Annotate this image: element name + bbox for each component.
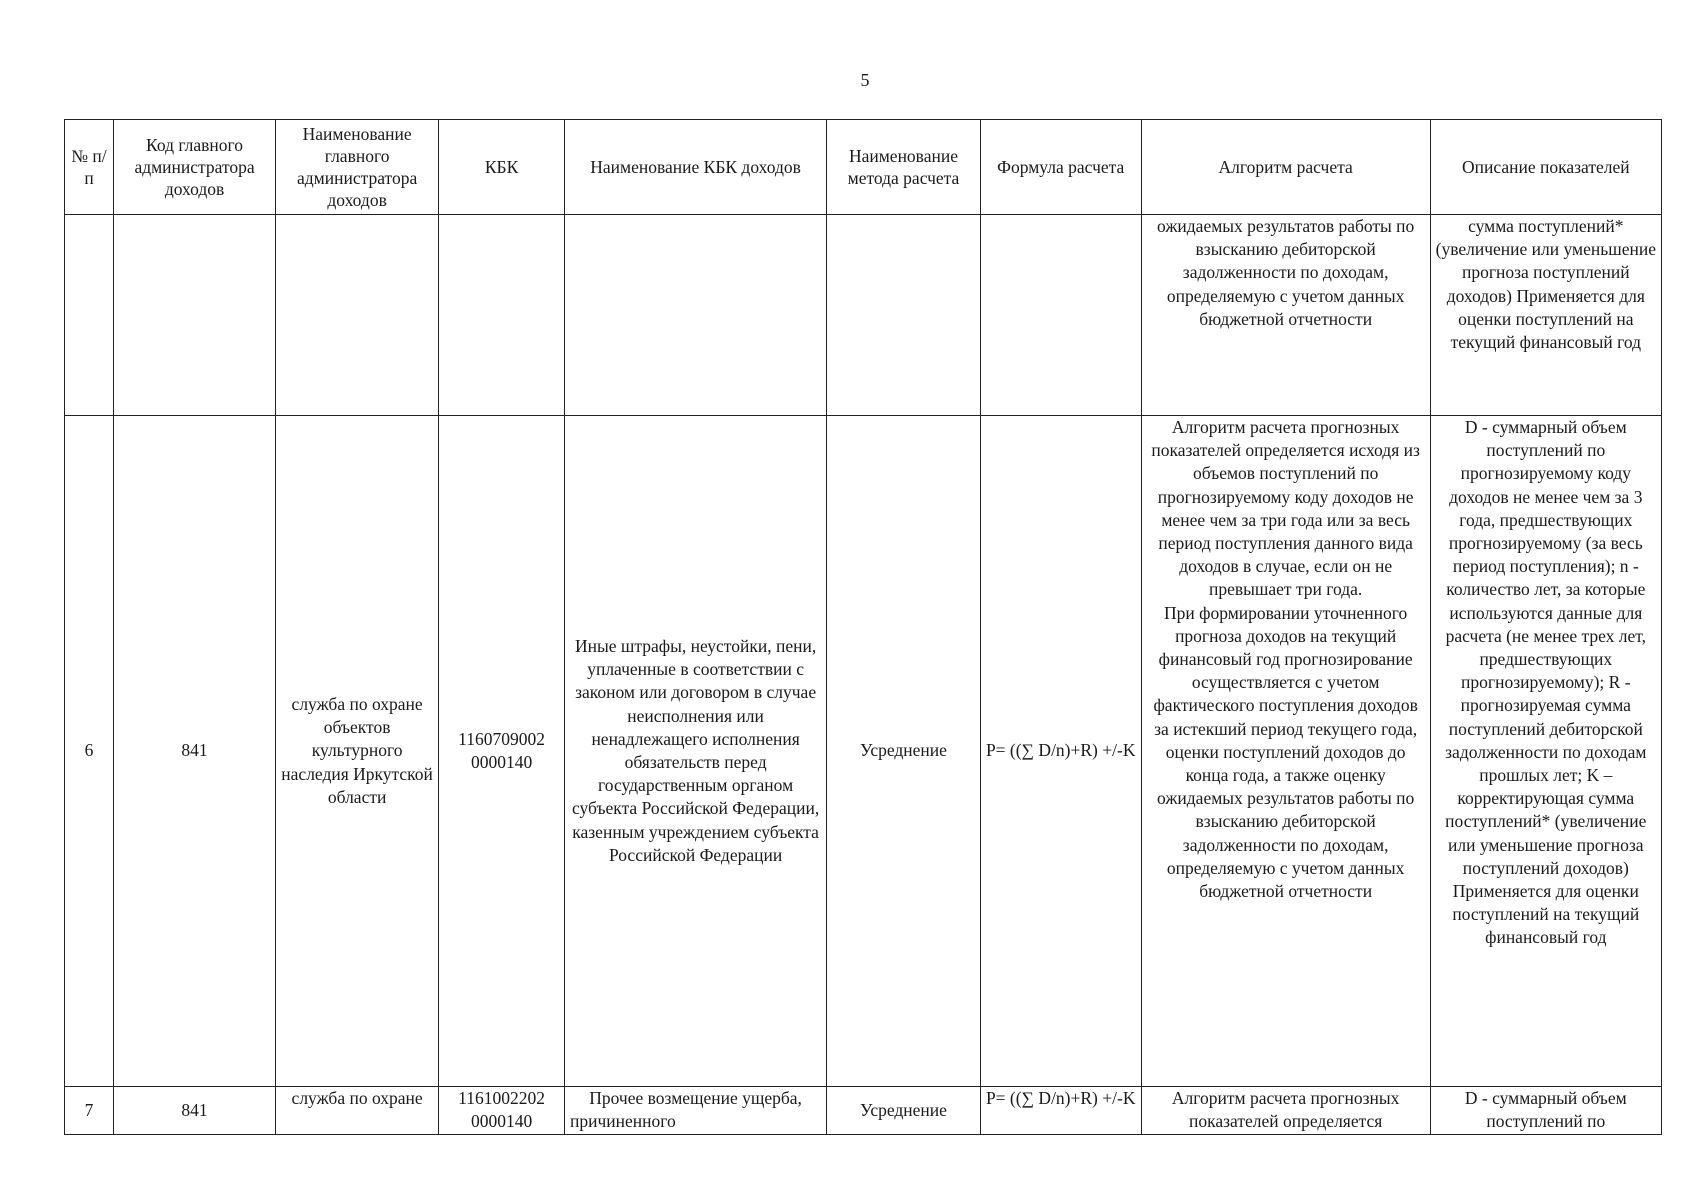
- table-header-row: [65, 120, 1662, 215]
- cell-empty: [114, 215, 276, 416]
- cell-kbk-name: Иные штрафы, неустойки, пени, уплаченные в соответствии с законом или договором в случае неисполнения или ненадлежащего исполнения обязательств перед государственным органом субъекта Российской Федерации, казенным учреждением субъекта Российской Федерации: [564, 416, 826, 1087]
- cell-algorithm: Алгоритм расчета прогнозных показателей определяется: [1141, 1087, 1430, 1135]
- algorithm-paragraph: При формировании уточненного прогноза доходов на текущий финансовый год прогнозирование осуществляется с учетом фактического поступления доходов за истекший период текущего года, оценки поступлений доходов до конца года, а также оценку ожидаемых результатов работы по взысканию дебиторской задолженности по доходам, определяемую с учетом данных бюджетной отчетности: [1153, 602, 1418, 902]
- cell-admin-name: служба по охране: [276, 1087, 439, 1135]
- header-formula: Формула расчета: [980, 120, 1141, 215]
- header-algorithm: Алгоритм расчета: [1141, 120, 1430, 215]
- cell-kbk-name: Прочее возмещение ущерба, причиненного: [564, 1087, 826, 1135]
- cell-admin-code: 841: [114, 1087, 276, 1135]
- cell-num: 7: [65, 1087, 114, 1135]
- header-admin-name: Наименование главного администратора доходов: [276, 120, 439, 215]
- header-admin-code: Код главного администратора доходов: [114, 120, 276, 215]
- cell-description: сумма поступлений* (увеличение или уменьшение прогноза поступлений доходов) Применяется для оценки поступлений на текущий финансовый год: [1430, 215, 1661, 416]
- cell-empty: [827, 215, 981, 416]
- cell-admin-name: служба по охране объектов культурного наследия Иркутской области: [276, 416, 439, 1087]
- cell-num: 6: [65, 416, 114, 1087]
- cell-method: Усреднение: [827, 416, 981, 1087]
- page-number: 5: [860, 70, 870, 90]
- header-kbk-name: Наименование КБК доходов: [564, 120, 826, 215]
- header-kbk: КБК: [439, 120, 565, 215]
- revenue-forecast-table: [64, 119, 1662, 1135]
- cell-algorithm: ожидаемых результатов работы по взысканию дебиторской задолженности по доходам, определяемую с учетом данных бюджетной отчетности: [1141, 215, 1430, 416]
- cell-formula: P= ((∑ D/n)+R) +/-K: [980, 416, 1141, 1087]
- cell-empty: [980, 215, 1141, 416]
- cell-algorithm: [1141, 416, 1430, 1087]
- cell-description: D - суммарный объем поступлений по прогнозируемому коду доходов не менее чем за 3 года, предшествующих прогнозируемому (за весь период поступления); n - количество лет, за которые используются данные для расчета (не менее трех лет, предшествующих прогнозируемому); R - прогнозируемая сумма поступлений дебиторской задолженности по доходам прошлых лет; K – корректирующая сумма поступлений* (увеличение или уменьшение прогноза поступлений доходов) Применяется для оценки поступлений на текущий финансовый год: [1430, 416, 1661, 1087]
- table-row-continuation: [65, 215, 1662, 416]
- cell-empty: [65, 215, 114, 416]
- cell-kbk: 1160709002 0000140: [439, 416, 565, 1087]
- header-num: № п/п: [65, 120, 114, 215]
- table-row: [65, 416, 1662, 1087]
- header-description: Описание показателей: [1430, 120, 1661, 215]
- header-method: Наименование метода расчета: [827, 120, 981, 215]
- cell-empty: [276, 215, 439, 416]
- cell-description: D - суммарный объем поступлений по: [1430, 1087, 1661, 1135]
- table-row: [65, 1087, 1662, 1135]
- cell-admin-code: 841: [114, 416, 276, 1087]
- cell-empty: [564, 215, 826, 416]
- cell-formula: P= ((∑ D/n)+R) +/-K: [980, 1087, 1141, 1135]
- algorithm-paragraph: Алгоритм расчета прогнозных показателей определяется исходя из объемов поступлений по прогнозируемому коду доходов не менее чем за три года или за весь период поступления данного вида доходов в случае, если он не превышает три года.: [1151, 417, 1420, 600]
- cell-method: Усреднение: [827, 1087, 981, 1135]
- cell-empty: [439, 215, 565, 416]
- cell-kbk: 1161002202 0000140: [439, 1087, 565, 1135]
